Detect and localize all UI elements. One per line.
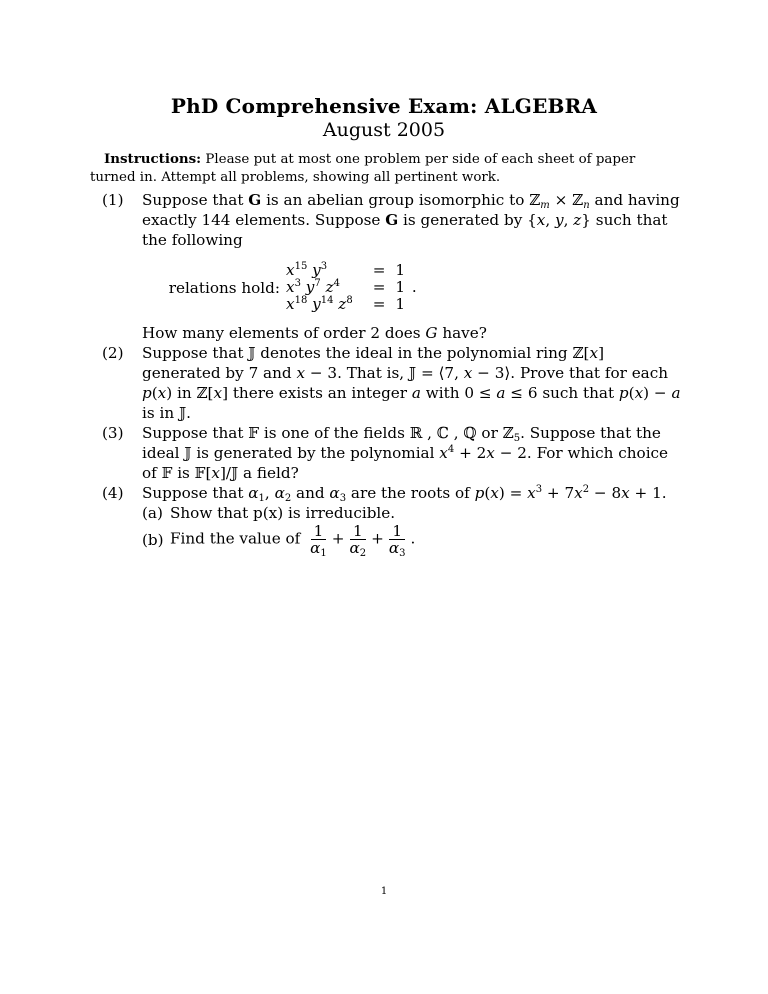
part-label: (b) (142, 530, 164, 549)
relations-table: $x^{15}$ $y^3$ = 1 $x^3$ $y^7$ $z^4$ = 1 . $x^{18}$ $y^{14}$ $z^8$ = 1 (286, 261, 417, 313)
fraction-1: $\frac{1}{\alpha_1}$ (310, 522, 327, 559)
problem-body: Suppose that $\alpha_1$, $\alpha_2$ and $\alpha_3$ are the roots of $p(x) = x^3 + 7x^2 - 8x + 1$. (a) Show that p(x) is irreducible. (b) Find the value of $\frac{1}{\alpha_1}$ + $\frac{1}{\alpha_2}$ + $\frac{1}{\alpha_3}$ . (142, 483, 682, 556)
problem-list (102, 190, 682, 559)
problem-number: (3) (102, 424, 124, 442)
part-b (142, 522, 682, 559)
fraction-2: $\frac{1}{\alpha_2}$ (349, 522, 367, 559)
instructions (90, 150, 680, 187)
part-text: Find the value of $\frac{1}{\alpha_1}$ + $\frac{1}{\alpha_2}$ + $\frac{1}{\alpha_3}$ . (170, 522, 416, 559)
instructions-lead: Instructions: (104, 151, 202, 167)
exam-date: August 2005 (322, 119, 446, 141)
problem-4 (102, 483, 682, 559)
problem-2 (102, 343, 682, 423)
part-label: (a) (142, 504, 163, 522)
relations-block (142, 262, 682, 313)
problem-body: Suppose that G is an abelian group isomorphic to ℤ$_m$ × ℤ$_n$ and having exactly 144 elements. Suppose G is generated by {x, y, z} such that the following relations hold: $x^{15}$ $y^3$ = 1 $x^3$ $y^7$ $z^4$ = 1 . $x^{18}$ $y^{14}$ $z^8$ = 1 How many elements of order 2 does G have? (142, 190, 682, 343)
relations-label: relations hold: (168, 278, 280, 297)
part-b-text: Find the value of (170, 529, 301, 548)
problem-1 (102, 190, 682, 343)
problem-number: (1) (102, 191, 124, 209)
part-a (142, 503, 682, 523)
page-number: 1 (380, 886, 388, 897)
problem-number: (2) (102, 344, 124, 362)
part-text: Show that p(x) is irreducible. (170, 504, 396, 522)
problem-number: (4) (102, 484, 124, 502)
problem-question: How many elements of order 2 does G have? (142, 324, 487, 342)
fraction-3: $\frac{1}{\alpha_3}$ (388, 522, 406, 559)
instructions-text: Please put at most one problem per side of each sheet of paper turned in. Attempt all problems, showing all pertinent work. (90, 152, 636, 185)
page-title: PhD Comprehensive Exam: ALGEBRA (170, 94, 598, 118)
problem-body: Suppose that 𝔽 is one of the fields ℝ , ℂ , ℚ or ℤ$_5$. Suppose that the ideal 𝕁 is generated by the polynomial $x^4 + 2x - 2$. For which choice of 𝔽 is 𝔽[x]/𝕁 a field? (142, 424, 669, 482)
problem-3 (102, 423, 682, 483)
problem-body: Suppose that 𝕁 denotes the ideal in the polynomial ring ℤ[x] generated by 7 and x − 3. That is, 𝕁 = ⟨7, x − 3⟩. Prove that for each p(x) in ℤ[x] there exists an integer a with 0 ≤ a ≤ 6 such that p(x) − a is in 𝕁. (142, 344, 681, 422)
